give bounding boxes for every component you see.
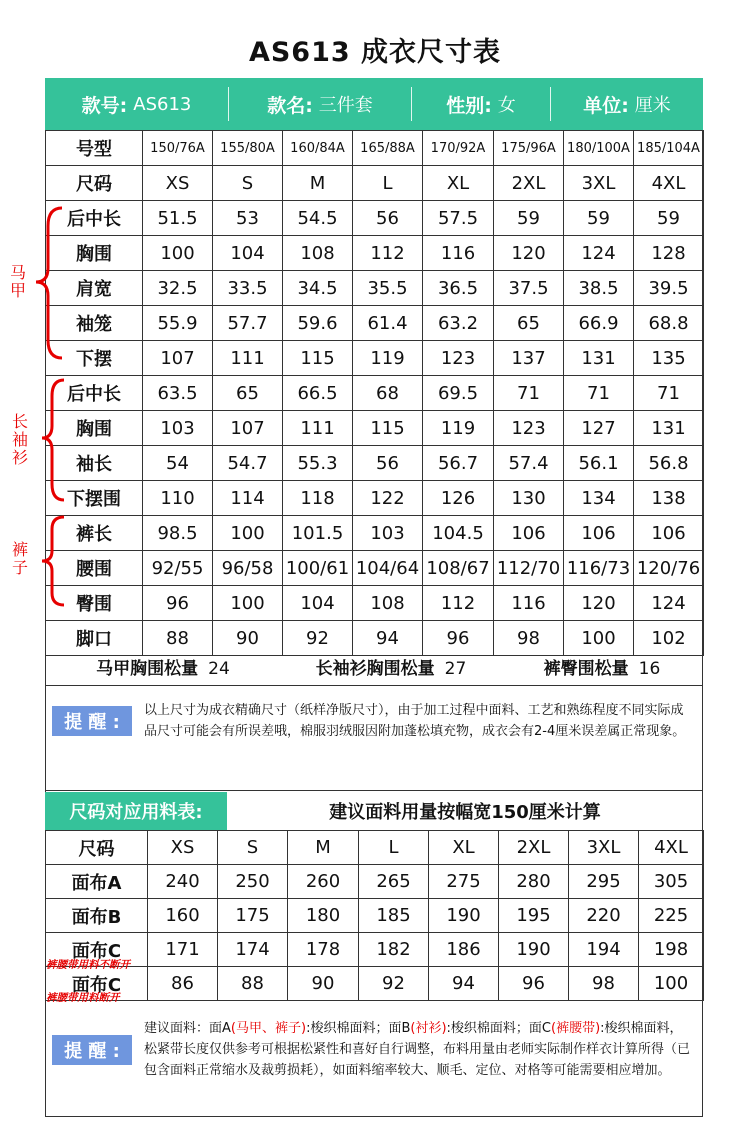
value-cell: 115 (353, 411, 423, 446)
value-cell: 240 (148, 865, 218, 899)
shirt-brace (30, 378, 66, 504)
shirt-ease-value: 27 (444, 658, 467, 679)
value-cell: 171 (148, 933, 218, 967)
value-cell: 106 (634, 516, 704, 551)
value-cell: 65 (494, 306, 564, 341)
measure-row (46, 271, 704, 306)
note-text-part: 建议面料：面A (144, 1021, 231, 1036)
value-cell: 54.7 (213, 446, 283, 481)
value-cell: 96 (499, 967, 569, 1001)
value-cell: 124 (564, 236, 634, 271)
value-cell: 119 (353, 341, 423, 376)
unit-label: 单位: (583, 94, 629, 117)
note-badge: 提 醒 : (52, 706, 132, 736)
value-cell: 88 (143, 621, 213, 656)
vest-group-label: 马 甲 (9, 263, 26, 300)
measure-row (46, 376, 704, 411)
size-cell: XS (143, 166, 213, 201)
pants-group-label: 裤 子 (11, 540, 28, 577)
model-cell: 165/88A (353, 131, 423, 166)
value-cell: 126 (423, 481, 494, 516)
note-text-part: (衬衫) (410, 1021, 447, 1036)
note-text (144, 1018, 692, 1081)
unit-value: 厘米 (634, 95, 671, 116)
row-label: 下摆 (46, 341, 143, 376)
pants-ease-value: 16 (638, 658, 661, 679)
value-cell: 51.5 (143, 201, 213, 236)
fabric-row (46, 967, 704, 1001)
value-cell: 198 (639, 933, 704, 967)
size-cell: S (213, 166, 283, 201)
shirt-group-label: 长 袖 衫 (11, 412, 28, 467)
value-cell: 100 (213, 586, 283, 621)
value-cell: 122 (353, 481, 423, 516)
value-cell: 63.2 (423, 306, 494, 341)
note-block-1 (52, 700, 697, 742)
value-cell: 108/67 (423, 551, 494, 586)
measure-row (46, 236, 704, 271)
value-cell: 104.5 (423, 516, 494, 551)
value-cell: 116/73 (564, 551, 634, 586)
measure-row (46, 411, 704, 446)
size-cell: M (288, 831, 359, 865)
size-cell: XL (429, 831, 499, 865)
measure-row (46, 551, 704, 586)
value-cell: 54.5 (283, 201, 353, 236)
value-cell: 120/76 (634, 551, 704, 586)
value-cell: 100/61 (283, 551, 353, 586)
row-label: 臀围 (46, 586, 143, 621)
value-cell: 61.4 (353, 306, 423, 341)
value-cell: 265 (359, 865, 429, 899)
gender (412, 78, 550, 130)
value-cell: 114 (213, 481, 283, 516)
size-row (46, 166, 704, 201)
shirt-ease-label: 长袖衫胸围松量 (315, 658, 435, 679)
value-cell: 96/58 (213, 551, 283, 586)
model-cell: 180/100A (564, 131, 634, 166)
value-cell: 53 (213, 201, 283, 236)
size-cell: L (353, 166, 423, 201)
size-cell: 3XL (564, 166, 634, 201)
value-cell: 57.4 (494, 446, 564, 481)
pants-ease (501, 654, 703, 679)
value-cell: 108 (283, 236, 353, 271)
style-no-value: AS613 (133, 93, 192, 115)
model-cell: 160/84A (283, 131, 353, 166)
value-cell: 92 (359, 967, 429, 1001)
measure-row (46, 341, 704, 376)
value-cell: 69.5 (423, 376, 494, 411)
note-block-2 (52, 1018, 697, 1081)
value-cell: 116 (423, 236, 494, 271)
row-label: 下摆围 (46, 481, 143, 516)
value-cell: 100 (564, 621, 634, 656)
value-cell: 124 (634, 586, 704, 621)
value-cell: 160 (148, 899, 218, 933)
note-text-part: :梭织棉面料；面B (306, 1021, 411, 1036)
note-text-part: :梭织棉面料；面C (446, 1021, 551, 1036)
value-cell: 260 (288, 865, 359, 899)
value-cell: 115 (283, 341, 353, 376)
value-cell: 175 (218, 899, 288, 933)
note-text-part: :梭织棉面料，松紧带长度仅供参考可根据松紧性和喜好自行调整，布料用量由老师实际制作样衣计算所得（已包含面料正常缩水及裁剪损耗），如面料缩率较大、顺毛、定位、对格等可能需要相应增加。 (144, 1021, 691, 1078)
note-text-part: (马甲、裤子) (230, 1021, 307, 1036)
row-label: 袖长 (46, 446, 143, 481)
value-cell: 112 (423, 586, 494, 621)
value-cell: 107 (213, 411, 283, 446)
measure-row (46, 586, 704, 621)
size-table (45, 130, 704, 656)
value-cell: 280 (499, 865, 569, 899)
value-cell: 56.8 (634, 446, 704, 481)
value-cell: 225 (639, 899, 704, 933)
value-cell: 86 (148, 967, 218, 1001)
value-cell: 56.1 (564, 446, 634, 481)
measure-row (46, 201, 704, 236)
value-cell: 100 (143, 236, 213, 271)
value-cell: 103 (143, 411, 213, 446)
shirt-ease (281, 654, 501, 679)
value-cell: 38.5 (564, 271, 634, 306)
value-cell: 71 (564, 376, 634, 411)
value-cell: 34.5 (283, 271, 353, 306)
value-cell: 104 (283, 586, 353, 621)
fabric-c-note-2: 裤腰带用料断开 (46, 992, 120, 1004)
model-row (46, 131, 704, 166)
value-cell: 54 (143, 446, 213, 481)
value-cell: 88 (218, 967, 288, 1001)
value-cell: 195 (499, 899, 569, 933)
size-cell: S (218, 831, 288, 865)
style-name-label: 款名: (267, 94, 313, 117)
fabric-table (45, 830, 704, 1001)
value-cell: 275 (429, 865, 499, 899)
value-cell: 98.5 (143, 516, 213, 551)
value-cell: 134 (564, 481, 634, 516)
value-cell: 220 (569, 899, 639, 933)
row-label: 胸围 (46, 411, 143, 446)
value-cell: 71 (634, 376, 704, 411)
gender-label: 性别: (446, 94, 492, 117)
value-cell: 128 (634, 236, 704, 271)
value-cell: 102 (634, 621, 704, 656)
size-cell: M (283, 166, 353, 201)
value-cell: 59 (634, 201, 704, 236)
value-cell: 63.5 (143, 376, 213, 411)
size-cell: 2XL (499, 831, 569, 865)
size-cell: XS (148, 831, 218, 865)
value-cell: 135 (634, 341, 704, 376)
fabric-section-subtitle: 建议面料用量按幅宽150厘米计算 (329, 802, 601, 823)
value-cell: 106 (564, 516, 634, 551)
fabric-c-note-1: 裤腰带用料不断开 (46, 959, 130, 971)
value-cell: 68.8 (634, 306, 704, 341)
size-cell: 4XL (634, 166, 704, 201)
style-no (45, 78, 228, 130)
value-cell: 186 (429, 933, 499, 967)
value-cell: 131 (634, 411, 704, 446)
value-cell: 104/64 (353, 551, 423, 586)
value-cell: 127 (564, 411, 634, 446)
value-cell: 295 (569, 865, 639, 899)
value-cell: 108 (353, 586, 423, 621)
value-cell: 55.9 (143, 306, 213, 341)
value-cell: 138 (634, 481, 704, 516)
value-cell: 131 (564, 341, 634, 376)
fabric-section-title: 尺码对应用料表: (45, 792, 227, 830)
value-cell: 130 (494, 481, 564, 516)
row-label: 腰围 (46, 551, 143, 586)
value-cell: 112/70 (494, 551, 564, 586)
size-cell: L (359, 831, 429, 865)
size-cell: 2XL (494, 166, 564, 201)
fabric-row (46, 933, 704, 967)
measure-row (46, 306, 704, 341)
value-cell: 37.5 (494, 271, 564, 306)
model-cell: 155/80A (213, 131, 283, 166)
value-cell: 92/55 (143, 551, 213, 586)
row-label: 尺码 (46, 831, 148, 865)
size-cell: XL (423, 166, 494, 201)
value-cell: 94 (429, 967, 499, 1001)
value-cell: 190 (429, 899, 499, 933)
value-cell: 116 (494, 586, 564, 621)
value-cell: 98 (569, 967, 639, 1001)
value-cell: 68 (353, 376, 423, 411)
size-cell: 4XL (639, 831, 704, 865)
style-name (229, 78, 411, 130)
vest-ease-label: 马甲胸围松量 (96, 658, 199, 679)
value-cell: 66.5 (283, 376, 353, 411)
row-label: 尺码 (46, 166, 143, 201)
value-cell: 36.5 (423, 271, 494, 306)
value-cell: 110 (143, 481, 213, 516)
value-cell: 56 (353, 446, 423, 481)
vest-brace (26, 206, 66, 366)
value-cell: 178 (288, 933, 359, 967)
row-label: 胸围 (46, 236, 143, 271)
value-cell: 118 (283, 481, 353, 516)
value-cell: 59 (494, 201, 564, 236)
value-cell: 39.5 (634, 271, 704, 306)
model-cell: 175/96A (494, 131, 564, 166)
value-cell: 119 (423, 411, 494, 446)
value-cell: 71 (494, 376, 564, 411)
value-cell: 92 (283, 621, 353, 656)
divider (45, 685, 703, 686)
value-cell: 103 (353, 516, 423, 551)
value-cell: 57.7 (213, 306, 283, 341)
fabric-row (46, 865, 704, 899)
value-cell: 90 (288, 967, 359, 1001)
value-cell: 56.7 (423, 446, 494, 481)
value-cell: 182 (359, 933, 429, 967)
value-cell: 185 (359, 899, 429, 933)
value-cell: 120 (494, 236, 564, 271)
value-cell: 32.5 (143, 271, 213, 306)
value-cell: 123 (494, 411, 564, 446)
value-cell: 59.6 (283, 306, 353, 341)
value-cell: 59 (564, 201, 634, 236)
fabric-row (46, 899, 704, 933)
fabric-size-row (46, 831, 704, 865)
pants-brace (30, 515, 66, 607)
value-cell: 120 (564, 586, 634, 621)
value-cell: 35.5 (353, 271, 423, 306)
pants-ease-label: 裤臀围松量 (543, 658, 629, 679)
value-cell: 100 (213, 516, 283, 551)
row-label: 后中长 (46, 376, 143, 411)
value-cell: 250 (218, 865, 288, 899)
divider (45, 790, 703, 791)
model-cell: 150/76A (143, 131, 213, 166)
page-title: AS613 成衣尺寸表 (248, 37, 502, 68)
value-cell: 66.9 (564, 306, 634, 341)
note-badge: 提 醒 : (52, 1035, 132, 1065)
row-label: 袖笼 (46, 306, 143, 341)
value-cell: 100 (639, 967, 704, 1001)
value-cell: 123 (423, 341, 494, 376)
row-label: 号型 (46, 131, 143, 166)
row-label: 面布C (46, 933, 148, 967)
value-cell: 98 (494, 621, 564, 656)
value-cell: 55.3 (283, 446, 353, 481)
value-cell: 94 (353, 621, 423, 656)
style-name-value: 三件套 (318, 95, 373, 116)
unit (551, 78, 703, 130)
note-text: 以上尺寸为成衣精确尺寸（纸样净版尺寸），由于加工过程中面料、工艺和熟练程度不同实际成品尺寸可能会有所误差哦，棉服羽绒服因附加蓬松填充物，成衣会有2-4厘米误差属正常现象。 (144, 703, 686, 739)
gender-value: 女 (497, 95, 516, 116)
row-label: 脚口 (46, 621, 143, 656)
row-label: 面布C (46, 967, 148, 1001)
value-cell: 180 (288, 899, 359, 933)
value-cell: 305 (639, 865, 704, 899)
value-cell: 112 (353, 236, 423, 271)
value-cell: 174 (218, 933, 288, 967)
model-cell: 185/104A (634, 131, 704, 166)
row-label: 肩宽 (46, 271, 143, 306)
value-cell: 194 (569, 933, 639, 967)
value-cell: 104 (213, 236, 283, 271)
row-label: 后中长 (46, 201, 143, 236)
value-cell: 190 (499, 933, 569, 967)
ease-row (45, 647, 703, 685)
value-cell: 90 (213, 621, 283, 656)
value-cell: 111 (283, 411, 353, 446)
value-cell: 107 (143, 341, 213, 376)
value-cell: 65 (213, 376, 283, 411)
measure-row (46, 481, 704, 516)
value-cell: 96 (143, 586, 213, 621)
vest-ease (45, 654, 281, 679)
measure-row (46, 516, 704, 551)
value-cell: 101.5 (283, 516, 353, 551)
row-label: 面布A (46, 865, 148, 899)
value-cell: 33.5 (213, 271, 283, 306)
value-cell: 137 (494, 341, 564, 376)
row-label: 面布B (46, 899, 148, 933)
value-cell: 57.5 (423, 201, 494, 236)
model-cell: 170/92A (423, 131, 494, 166)
style-no-label: 款号: (81, 94, 128, 117)
measure-row (46, 446, 704, 481)
value-cell: 96 (423, 621, 494, 656)
info-header (45, 78, 703, 130)
value-cell: 106 (494, 516, 564, 551)
note-text-part: (裤腰带) (551, 1021, 601, 1036)
value-cell: 56 (353, 201, 423, 236)
size-cell: 3XL (569, 831, 639, 865)
vest-ease-value: 24 (208, 658, 230, 679)
value-cell: 111 (213, 341, 283, 376)
row-label: 裤长 (46, 516, 143, 551)
